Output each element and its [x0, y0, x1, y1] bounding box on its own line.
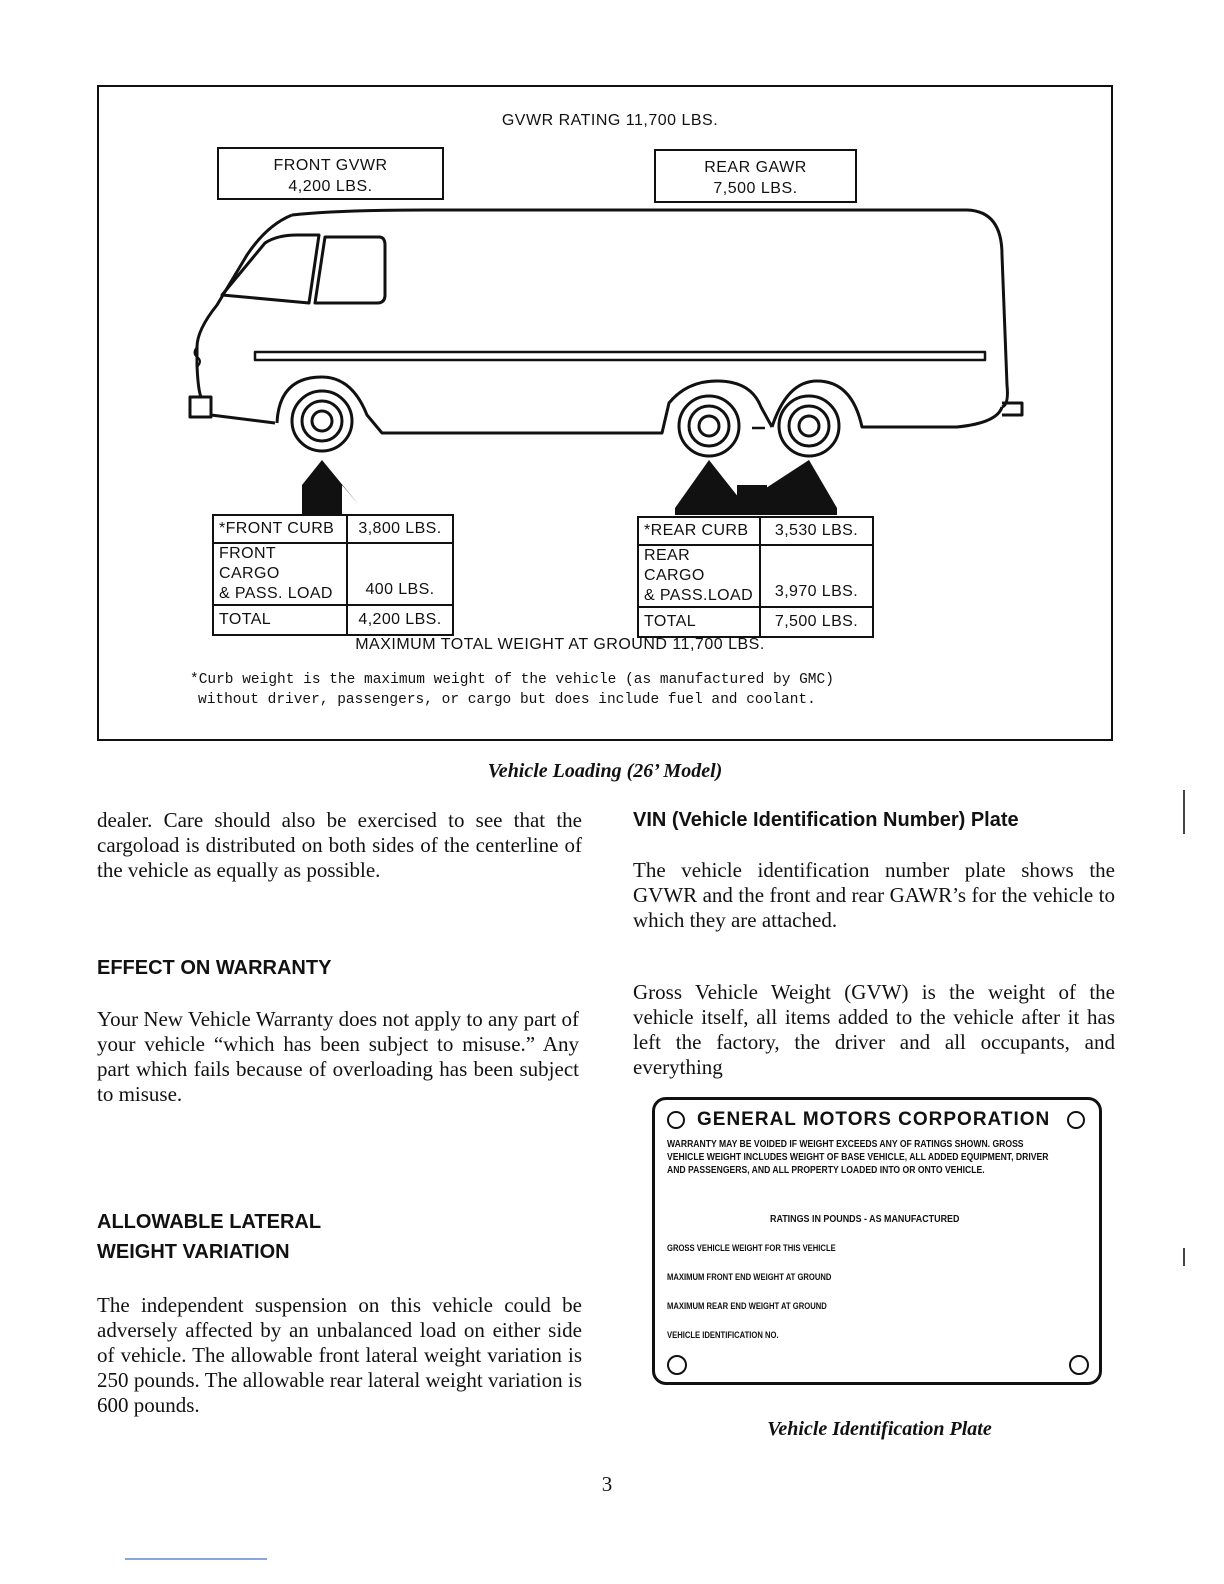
paragraph-lateral-variation: The independent suspension on this vehicle could be adversely affected by an unbalanced load on either side of vehicle. The allowable front lateral weight variation is 250 pounds. The allowable rear lateral weight variation is 600 pounds. [97, 1293, 582, 1417]
rear-cargo-value: 3,970 LBS. [760, 545, 873, 607]
rear-gawr-line2: 7,500 LBS. [713, 180, 798, 197]
rear-cargo-label: REAR CARGO & PASS.LOAD [638, 545, 760, 607]
rivet-hole-icon [667, 1355, 687, 1375]
paragraph-warranty: Your New Vehicle Warranty does not apply to any part of your vehicle “which has been subject to misuse.” Any part which fails because of overloading has been subject to misuse. [97, 1007, 579, 1106]
plate-caption: Vehicle Identification Plate [767, 1418, 992, 1440]
curb-footnote-line1: *Curb weight is the maximum weight of the vehicle (as manufactured by GMC) [190, 672, 834, 688]
margin-mark [1183, 790, 1185, 834]
front-cargo-label: FRONT CARGO & PASS. LOAD [213, 543, 347, 605]
plate-title: GENERAL MOTORS CORPORATION [697, 1109, 1051, 1130]
front-curb-label: *FRONT CURB [213, 515, 347, 543]
paragraph-vin: The vehicle identification number plate shows the GVWR and the front and rear GAWR’s for the vehicle to which they are attached. [633, 858, 1115, 932]
plate-warning-text: WARRANTY MAY BE VOIDED IF WEIGHT EXCEEDS ANY OF RATINGS SHOWN. GROSS VEHICLE WEIGHT INCLUDES WEIGHT OF BASE VEHICLE, ALL ADDED EQUIPMENT, DRIVER AND PASSENGERS, AND ALL PROPERTY LOADED INTO OR ONTO VEHICLE. [667, 1138, 1049, 1176]
heading-lateral-weight: ALLOWABLE LATERAL WEIGHT VARIATION [97, 1211, 322, 1263]
rear-curb-value: 3,530 LBS. [760, 517, 873, 545]
max-total-weight-label: MAXIMUM TOTAL WEIGHT AT GROUND 11,700 LBS. [355, 636, 765, 653]
plate-row-gvw: GROSS VEHICLE WEIGHT FOR THIS VEHICLE [667, 1243, 836, 1253]
rear-gawr-line1: REAR GAWR [704, 159, 807, 176]
front-curb-value: 3,800 LBS. [347, 515, 453, 543]
rear-weight-table [637, 516, 874, 638]
rivet-hole-icon [1069, 1355, 1089, 1375]
plate-row-rear: MAXIMUM REAR END WEIGHT AT GROUND [667, 1301, 827, 1311]
heading-effect-on-warranty: EFFECT ON WARRANTY [97, 957, 332, 979]
rear-curb-label: *REAR CURB [638, 517, 760, 545]
rivet-hole-icon [1067, 1111, 1085, 1129]
plate-ratings-heading: RATINGS IN POUNDS - AS MANUFACTURED [770, 1213, 960, 1225]
plate-row-front: MAXIMUM FRONT END WEIGHT AT GROUND [667, 1272, 832, 1282]
rear-total-label: TOTAL [638, 607, 760, 637]
figure-caption: Vehicle Loading (26’ Model) [487, 760, 723, 782]
heading-vin-plate: VIN (Vehicle Identification Number) Plate [633, 809, 1019, 831]
left-paragraph-dealer: dealer. Care should also be exercised to see that the cargoload is distributed on both sides of the centerline of the vehicle as equally as possible. [97, 808, 582, 882]
motorhome-side-illustration [97, 85, 1113, 545]
front-total-label: TOTAL [213, 605, 347, 635]
rivet-hole-icon [667, 1111, 685, 1129]
gvwr-rating-label: GVWR RATING 11,700 LBS. [501, 112, 719, 129]
paragraph-gvw: Gross Vehicle Weight (GVW) is the weight of the vehicle itself, all items added to the vehicle after it has left the factory, the driver and all occupants, and everything [633, 980, 1115, 1079]
front-total-value: 4,200 LBS. [347, 605, 453, 635]
page-number: 3 [601, 1472, 613, 1496]
front-gvwr-line2: 4,200 LBS. [288, 178, 373, 195]
front-cargo-value: 400 LBS. [347, 543, 453, 605]
plate-row-vin: VEHICLE IDENTIFICATION NO. [667, 1330, 779, 1340]
front-weight-table [212, 514, 454, 636]
scan-artifact-line [125, 1558, 267, 1560]
curb-footnote-line2: without driver, passengers, or cargo but does include fuel and coolant. [198, 692, 816, 708]
margin-mark [1183, 1248, 1185, 1266]
vehicle-identification-plate [652, 1097, 1102, 1385]
front-gvwr-line1: FRONT GVWR [273, 157, 388, 174]
rear-total-value: 7,500 LBS. [760, 607, 873, 637]
